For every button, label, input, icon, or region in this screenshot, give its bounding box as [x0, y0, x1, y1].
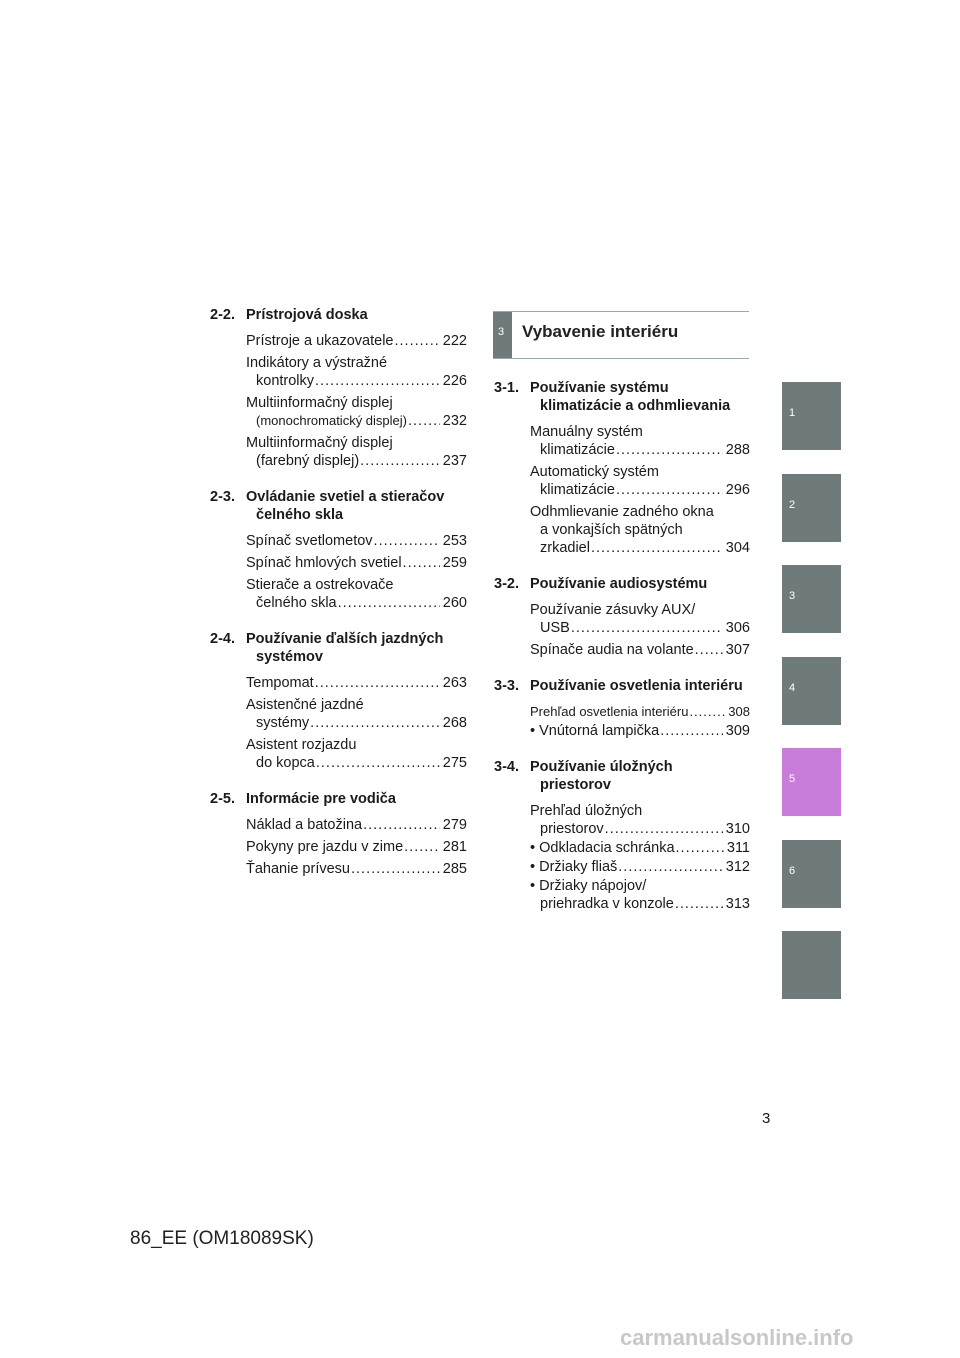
- section-number: 3-3.: [494, 678, 519, 694]
- entry-text: Prístroje a ukazovatele: [246, 333, 394, 349]
- document-code: 86_EE (OM18089SK): [130, 1228, 314, 1249]
- toc-entry[interactable]: [494, 423, 750, 459]
- dot-leader: [676, 839, 724, 857]
- section-heading[interactable]: [210, 306, 467, 324]
- toc-section: [494, 575, 750, 659]
- section-title: systémov: [256, 649, 323, 665]
- section-title: Informácie pre vodiča: [246, 791, 396, 807]
- section-number: 2-2.: [210, 307, 235, 323]
- entry-text: Multiinformačný displej: [246, 435, 393, 451]
- dot-leader: [616, 481, 723, 499]
- dot-leader: [605, 820, 723, 838]
- toc-entry[interactable]: [494, 503, 750, 557]
- dot-leader: [360, 452, 440, 470]
- entry-text: Pokyny pre jazdu v zime: [246, 839, 404, 855]
- dot-leader: [618, 858, 723, 876]
- entry-text: Prehľad osvetlenia interiéru: [530, 704, 689, 719]
- section-title: Používanie ďalších jazdných: [246, 631, 444, 647]
- toc-entry[interactable]: [494, 641, 750, 659]
- entry-text: USB: [540, 620, 570, 636]
- dot-leader: [315, 674, 440, 692]
- page-ref: 259: [442, 555, 467, 571]
- entry-text: Indikátory a výstražné: [246, 355, 388, 371]
- dot-leader: [363, 816, 440, 834]
- dot-leader: [395, 332, 440, 350]
- entry-text: • Držiaky fliaš: [530, 859, 618, 875]
- toc-entry[interactable]: [210, 354, 467, 390]
- page-number: 3: [762, 1110, 771, 1127]
- entry-text: (monochromatický displej): [256, 413, 407, 428]
- page-ref: 311: [726, 840, 750, 856]
- toc-entry[interactable]: [494, 722, 750, 740]
- section-title: Používanie osvetlenia interiéru: [530, 678, 743, 694]
- dot-leader: [338, 594, 440, 612]
- toc-entry[interactable]: [210, 394, 467, 430]
- toc-section: [494, 758, 750, 913]
- page-ref: 226: [442, 373, 467, 389]
- page-ref: 232: [442, 413, 467, 429]
- entry-text: Tempomat: [246, 675, 314, 691]
- entry-text: Náklad a batožina: [246, 817, 363, 833]
- chapter-tab-1[interactable]: [782, 382, 841, 450]
- toc-entry[interactable]: [210, 860, 467, 878]
- entry-text: Ťahanie prívesu: [246, 861, 350, 877]
- section-heading[interactable]: [210, 630, 467, 666]
- page-ref: 260: [442, 595, 467, 611]
- section-number: 3-2.: [494, 576, 519, 592]
- chapter-tab-label: 3: [789, 590, 796, 602]
- dot-leader: [315, 372, 440, 390]
- entry-text: kontrolky: [256, 373, 315, 389]
- entry-text: čelného skla: [256, 595, 337, 611]
- entry-text: Asistent rozjazdu: [246, 737, 357, 753]
- section-heading[interactable]: [494, 379, 750, 415]
- page-ref: 304: [725, 540, 750, 556]
- dot-leader: [351, 860, 440, 878]
- entry-text: Spínač svetlometov: [246, 533, 373, 549]
- toc-entry[interactable]: [210, 554, 467, 572]
- page-ref: 308: [728, 704, 750, 719]
- entry-text: Manuálny systém: [530, 424, 643, 440]
- section-title: klimatizácie a odhmlievania: [540, 398, 731, 414]
- page-ref: 310: [725, 821, 750, 837]
- toc-entry[interactable]: [494, 877, 750, 913]
- entry-text: • Držiaky nápojov/: [530, 878, 647, 894]
- entry-text: • Odkladacia schránka: [530, 840, 675, 856]
- toc-entry[interactable]: [494, 858, 750, 876]
- page-ref: 307: [725, 642, 750, 658]
- chapter-tab-5[interactable]: [782, 748, 841, 816]
- chapter-tab-4[interactable]: [782, 657, 841, 725]
- toc-left-column: [210, 306, 467, 896]
- section-number: 2-4.: [210, 631, 235, 647]
- toc-section: [210, 790, 467, 878]
- toc-entry[interactable]: [494, 839, 750, 857]
- toc-entry[interactable]: [494, 703, 750, 721]
- section-title: priestorov: [540, 777, 611, 793]
- section-number: 2-5.: [210, 791, 235, 807]
- dot-leader: [374, 532, 440, 550]
- page-ref: 285: [442, 861, 467, 877]
- toc-entry[interactable]: [494, 601, 750, 637]
- page-ref: 306: [725, 620, 750, 636]
- toc-entry[interactable]: [494, 802, 750, 838]
- entry-text: klimatizácie: [540, 482, 615, 498]
- toc-entry[interactable]: [210, 332, 467, 350]
- chapter-tab-label: 1: [789, 407, 796, 419]
- dot-leader: [403, 554, 440, 572]
- toc-entry[interactable]: [210, 532, 467, 550]
- dot-leader: [616, 441, 723, 459]
- dot-leader: [571, 619, 723, 637]
- page-ref: 281: [442, 839, 467, 855]
- dot-leader: [660, 722, 723, 740]
- toc-entry[interactable]: [210, 736, 467, 772]
- entry-text: priehradka v konzole: [540, 896, 674, 912]
- toc-entry[interactable]: [210, 674, 467, 692]
- chapter-tab-3[interactable]: [782, 565, 841, 633]
- dot-leader: [689, 703, 725, 721]
- page-ref: 275: [442, 755, 467, 771]
- section-title: Používanie úložných: [530, 759, 673, 775]
- page-ref: 222: [442, 333, 467, 349]
- section-title: Používanie systému: [530, 380, 669, 396]
- chapter-number-box: [493, 312, 512, 358]
- entry-text: Spínače audia na volante: [530, 642, 694, 658]
- toc-entry[interactable]: [210, 696, 467, 732]
- section-number: 3-1.: [494, 380, 519, 396]
- page-ref: 309: [725, 723, 750, 739]
- entry-text: a vonkajších spätných: [540, 522, 683, 538]
- dot-leader: [408, 412, 440, 430]
- entry-text: (farebný displej): [256, 453, 360, 469]
- page-ref: 237: [442, 453, 467, 469]
- toc-section: [210, 306, 467, 470]
- page-ref: 263: [442, 675, 467, 691]
- toc-right-column: [494, 379, 750, 931]
- chapter-number: 3: [498, 326, 505, 338]
- entry-text: Asistenčné jazdné: [246, 697, 364, 713]
- entry-text: klimatizácie: [540, 442, 615, 458]
- chapter-tab-6[interactable]: [782, 840, 841, 908]
- chapter-title: Vybavenie interiéru: [522, 322, 679, 341]
- chapter-tab-label: 6: [789, 864, 796, 877]
- page-ref: 296: [725, 482, 750, 498]
- toc-entry[interactable]: [210, 434, 467, 470]
- section-title: Ovládanie svetiel a stieračov: [246, 489, 445, 505]
- chapter-header: [493, 311, 749, 359]
- toc-section: [210, 488, 467, 612]
- dot-leader: [591, 539, 723, 557]
- section-number: 2-3.: [210, 489, 235, 505]
- section-title: Prístrojová doska: [246, 307, 368, 323]
- section-title: Používanie audiosystému: [530, 576, 708, 592]
- toc-entry[interactable]: [210, 576, 467, 612]
- toc-entry[interactable]: [210, 816, 467, 834]
- entry-text: Spínač hmlových svetiel: [246, 555, 402, 571]
- dot-leader: [404, 838, 440, 856]
- entry-text: zrkadiel: [540, 540, 590, 556]
- entry-text: Prehľad úložných: [530, 803, 643, 819]
- page-ref: 313: [725, 896, 750, 912]
- section-heading[interactable]: [494, 677, 750, 695]
- chapter-tab-label: 4: [789, 681, 796, 694]
- page-ref: 288: [725, 442, 750, 458]
- toc-entry[interactable]: [494, 463, 750, 499]
- entry-text: Multiinformačný displej: [246, 395, 393, 411]
- section-title: čelného skla: [256, 507, 344, 523]
- page-ref: 312: [725, 859, 750, 875]
- entry-text: Používanie zásuvky AUX/: [530, 602, 696, 618]
- entry-text: systémy: [256, 715, 310, 731]
- entry-text: priestorov: [540, 821, 604, 837]
- page-ref: 253: [442, 533, 467, 549]
- chapter-tab-index[interactable]: [782, 931, 841, 999]
- dot-leader: [675, 895, 723, 913]
- entry-text: Automatický systém: [530, 464, 659, 480]
- dot-leader: [695, 641, 723, 659]
- page-ref: 279: [442, 817, 467, 833]
- toc-section: [494, 677, 750, 740]
- entry-text: do kopca: [256, 755, 315, 771]
- page-ref: 268: [442, 715, 467, 731]
- dot-leader: [316, 754, 440, 772]
- toc-section: [494, 379, 750, 557]
- entry-text: • Vnútorná lampička: [530, 723, 660, 739]
- section-heading[interactable]: [494, 575, 750, 593]
- chapter-tab-2[interactable]: [782, 474, 841, 542]
- toc-entry[interactable]: [210, 838, 467, 856]
- entry-text: Stierače a ostrekovače: [246, 577, 394, 593]
- section-heading[interactable]: [210, 488, 467, 524]
- dot-leader: [310, 714, 440, 732]
- chapter-tab-label: 2: [789, 498, 796, 511]
- section-number: 3-4.: [494, 759, 519, 775]
- watermark: carmanualsonline.info: [620, 1325, 854, 1350]
- toc-section: [210, 630, 467, 772]
- section-heading[interactable]: [494, 758, 750, 794]
- chapter-tab-label: 5: [789, 773, 796, 785]
- entry-text: Odhmlievanie zadného okna: [530, 504, 714, 520]
- section-heading[interactable]: [210, 790, 467, 808]
